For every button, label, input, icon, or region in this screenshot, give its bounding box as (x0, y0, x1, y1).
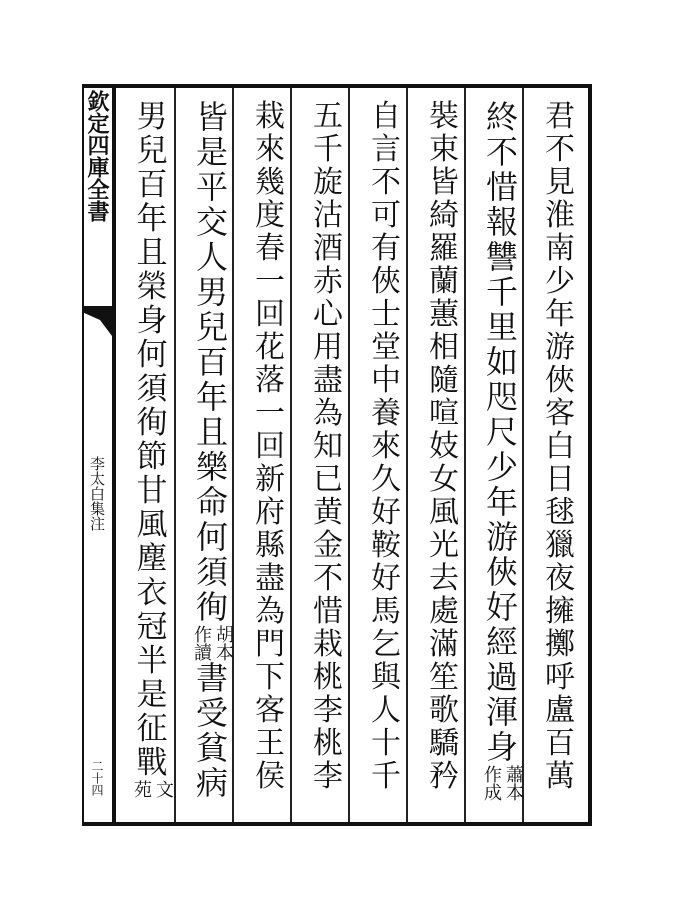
glyph: 惜 (485, 168, 518, 206)
glyph: 是 (136, 677, 168, 713)
glyph: 滿 (429, 627, 459, 662)
glyph: 隨 (429, 363, 459, 398)
glyph: 節 (136, 439, 168, 475)
annotation-line: 文 (153, 780, 174, 798)
glyph: 如 (485, 343, 518, 381)
glyph: 何 (136, 337, 168, 373)
glyph: 為 (255, 594, 285, 629)
glyph: 呼 (545, 660, 575, 695)
glyph: 門 (255, 627, 285, 662)
glyph: 回 (255, 429, 285, 464)
glyph: 有 (371, 231, 401, 266)
glyph: 年 (136, 201, 168, 237)
glyph: 盡 (313, 363, 343, 398)
glyph: 日 (545, 462, 575, 497)
glyph: 擁 (545, 594, 575, 629)
glyph: 黄 (313, 495, 343, 530)
glyph: 乞 (371, 627, 401, 662)
glyph: 過 (485, 658, 518, 696)
glyph: 且 (136, 235, 168, 271)
glyph: 年 (545, 297, 575, 332)
glyph: 蕙 (429, 297, 459, 332)
glyph: 須 (195, 553, 228, 591)
glyph: 來 (371, 429, 401, 464)
glyph: 好 (371, 495, 401, 530)
annotation-note (476, 765, 528, 801)
glyph: 人 (195, 238, 228, 276)
text-column-1 (534, 100, 586, 820)
text-column-5 (302, 100, 354, 820)
glyph: 歌 (429, 693, 459, 728)
glyph: 夜 (545, 561, 575, 596)
glyph: 年 (485, 483, 518, 521)
glyph: 病 (195, 764, 228, 802)
glyph: 府 (255, 495, 285, 530)
glyph: 千 (485, 273, 518, 311)
glyph: 栽 (255, 99, 285, 134)
glyph: 一 (255, 396, 285, 431)
glyph: 與 (371, 660, 401, 695)
glyph: 冠 (136, 609, 168, 645)
annotation-line: 作讀 (191, 625, 212, 661)
book-title: 李太白集注 (88, 456, 106, 531)
glyph: 擲 (545, 627, 575, 662)
glyph: 游 (485, 518, 518, 556)
glyph: 用 (313, 330, 343, 365)
glyph: 束 (429, 132, 459, 167)
glyph: 不 (313, 561, 343, 596)
glyph: 平 (195, 168, 228, 206)
glyph: 獵 (545, 528, 575, 563)
glyph: 好 (485, 588, 518, 626)
glyph: 度 (255, 198, 285, 233)
glyph: 來 (255, 132, 285, 167)
glyph: 新 (255, 462, 285, 497)
glyph: 少 (485, 448, 518, 486)
text-column-7 (186, 100, 238, 820)
glyph: 毬 (545, 495, 575, 530)
glyph: 桃 (313, 726, 343, 761)
glyph: 心 (313, 297, 343, 332)
margin-strip (82, 84, 112, 826)
glyph: 縣 (255, 528, 285, 563)
glyph: 兒 (136, 133, 168, 169)
glyph: 君 (545, 99, 575, 134)
text-column-2 (476, 100, 528, 820)
glyph: 笙 (429, 660, 459, 695)
glyph: 客 (255, 693, 285, 728)
glyph: 下 (255, 660, 285, 695)
annotation-note (126, 780, 178, 798)
glyph: 百 (545, 726, 575, 761)
glyph: 十 (371, 726, 401, 761)
glyph: 南 (545, 231, 575, 266)
glyph: 里 (485, 308, 518, 346)
glyph: 俠 (485, 553, 518, 591)
glyph: 回 (255, 297, 285, 332)
glyph: 一 (255, 264, 285, 299)
glyph: 征 (136, 711, 168, 747)
glyph: 半 (136, 643, 168, 679)
annotation-line: 苑 (131, 780, 152, 798)
glyph: 沽 (313, 198, 343, 233)
text-column-4 (360, 100, 412, 820)
glyph: 為 (313, 396, 343, 431)
glyph: 堂 (371, 330, 401, 365)
glyph: 命 (195, 483, 228, 521)
text-column-8 (126, 100, 178, 820)
glyph: 女 (429, 462, 459, 497)
glyph: 且 (195, 413, 228, 451)
glyph: 赤 (313, 264, 343, 299)
glyph: 落 (255, 363, 285, 398)
text-column-3 (418, 100, 470, 820)
glyph: 王 (255, 726, 285, 761)
glyph: 風 (136, 507, 168, 543)
annotation-line: 蕭本 (503, 765, 524, 801)
glyph: 盧 (545, 693, 575, 728)
glyph: 惜 (313, 594, 343, 629)
page-number: 二十四 (90, 760, 104, 796)
glyph: 酒 (313, 231, 343, 266)
glyph: 五 (313, 99, 343, 134)
glyph: 李 (313, 693, 343, 728)
glyph: 萬 (545, 759, 575, 794)
glyph: 養 (371, 396, 401, 431)
glyph: 旋 (313, 165, 343, 200)
glyph: 知 (313, 429, 343, 464)
annotation-line: 作成 (481, 765, 502, 801)
glyph: 百 (195, 343, 228, 381)
glyph: 戰 (136, 745, 168, 781)
glyph: 士 (371, 297, 401, 332)
glyph: 尺 (485, 413, 518, 451)
glyph: 徇 (136, 405, 168, 441)
glyph: 幾 (255, 165, 285, 200)
text-column-6 (244, 100, 296, 820)
glyph: 受 (195, 694, 228, 732)
glyph: 久 (371, 462, 401, 497)
glyph: 處 (429, 594, 459, 629)
glyph: 千 (313, 132, 343, 167)
glyph: 風 (429, 495, 459, 530)
glyph: 淮 (545, 198, 575, 233)
glyph: 男 (136, 99, 168, 135)
glyph: 男 (195, 273, 228, 311)
glyph: 栽 (313, 627, 343, 662)
glyph: 人 (371, 693, 401, 728)
glyph: 綺 (429, 198, 459, 233)
glyph: 喧 (429, 396, 459, 431)
glyph: 去 (429, 561, 459, 596)
glyph: 白 (545, 429, 575, 464)
glyph: 裝 (429, 99, 459, 134)
glyph: 衣 (136, 575, 168, 611)
glyph: 金 (313, 528, 343, 563)
glyph: 甘 (136, 473, 168, 509)
glyph: 見 (545, 165, 575, 200)
glyph: 年 (195, 378, 228, 416)
glyph: 塵 (136, 541, 168, 577)
glyph: 馬 (371, 594, 401, 629)
glyph: 咫 (485, 378, 518, 416)
annotation-note (186, 625, 238, 661)
annotation-line: 胡本 (213, 625, 234, 661)
glyph: 身 (485, 728, 518, 766)
glyph: 相 (429, 330, 459, 365)
glyph: 交 (195, 203, 228, 241)
glyph: 不 (545, 132, 575, 167)
glyph: 光 (429, 528, 459, 563)
glyph: 俠 (371, 264, 401, 299)
glyph: 百 (136, 167, 168, 203)
glyph: 自 (371, 99, 401, 134)
glyph: 妓 (429, 429, 459, 464)
glyph: 春 (255, 231, 285, 266)
collection-title: 欽定四庫全書 (84, 90, 110, 222)
glyph: 羅 (429, 231, 459, 266)
glyph: 矜 (429, 759, 459, 794)
glyph: 身 (136, 303, 168, 339)
glyph: 蘭 (429, 264, 459, 299)
glyph: 貧 (195, 729, 228, 767)
glyph: 俠 (545, 363, 575, 398)
glyph: 是 (195, 133, 228, 171)
glyph: 言 (371, 132, 401, 167)
glyph: 侯 (255, 759, 285, 794)
glyph: 何 (195, 518, 228, 556)
glyph: 驕 (429, 726, 459, 761)
glyph: 終 (485, 98, 518, 136)
glyph: 鞍 (371, 528, 401, 563)
glyph: 可 (371, 198, 401, 233)
glyph: 皆 (195, 98, 228, 136)
glyph: 花 (255, 330, 285, 365)
glyph: 游 (545, 330, 575, 365)
glyph: 客 (545, 396, 575, 431)
glyph: 讐 (485, 238, 518, 276)
glyph: 不 (485, 133, 518, 171)
glyph: 不 (371, 165, 401, 200)
glyph: 榮 (136, 269, 168, 305)
glyph: 皆 (429, 165, 459, 200)
glyph: 樂 (195, 448, 228, 486)
glyph: 千 (371, 759, 401, 794)
glyph: 報 (485, 203, 518, 241)
glyph: 兒 (195, 308, 228, 346)
glyph: 已 (313, 462, 343, 497)
fishtail-mark-icon (82, 306, 112, 336)
glyph: 徇 (195, 588, 228, 626)
glyph: 渾 (485, 693, 518, 731)
glyph: 李 (313, 759, 343, 794)
glyph: 經 (485, 623, 518, 661)
glyph: 書 (195, 659, 228, 697)
glyph: 好 (371, 561, 401, 596)
glyph: 盡 (255, 561, 285, 596)
glyph: 中 (371, 363, 401, 398)
glyph: 須 (136, 371, 168, 407)
glyph: 桃 (313, 660, 343, 695)
glyph: 少 (545, 264, 575, 299)
